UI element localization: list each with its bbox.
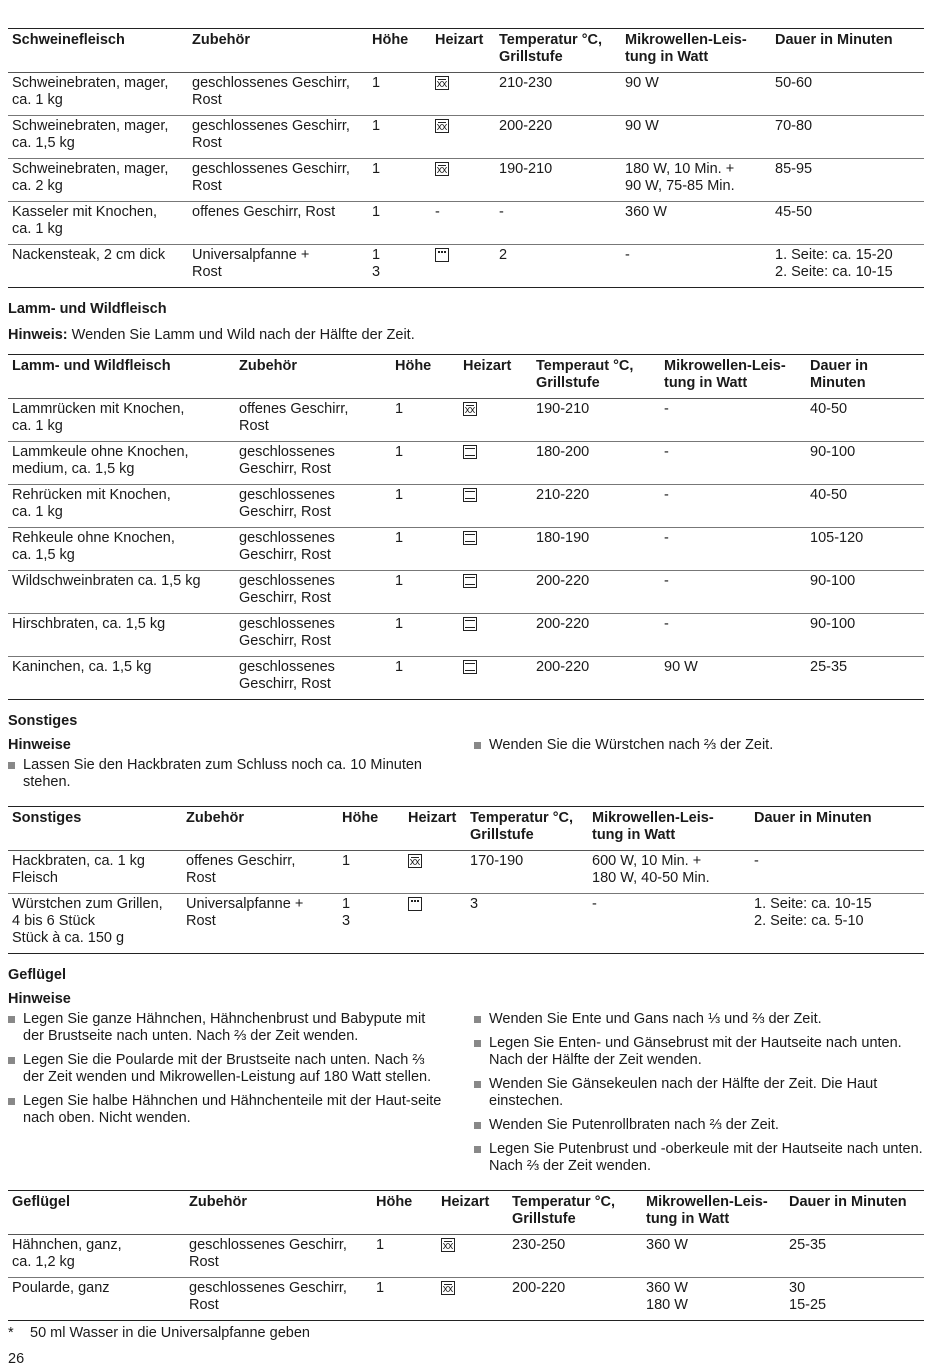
column-header: Dauer in Minuten [771,29,924,73]
duration-cell: 25-35 [806,657,924,700]
duration-cell: 30 15-25 [785,1278,924,1321]
level-cell: 1 [391,657,459,700]
poultry-table [8,1190,924,1321]
heating-mode-cell [431,245,495,288]
accessory-cell: geschlossenes Geschirr, Rost [188,116,368,159]
table-row [8,116,924,159]
microwave-cell: 90 W [621,73,771,116]
lamb-table [8,354,924,700]
hint-list [474,737,924,754]
column-header: Höhe [391,355,459,399]
level-cell: 1 [372,1235,437,1278]
dish-cell: Hackbraten, ca. 1 kg Fleisch [8,851,182,894]
duration-cell: - [750,851,924,894]
temperature-cell: 200-220 [495,116,621,159]
level-cell: 1 [391,571,459,614]
column-header: Heizart [459,355,532,399]
column-header: Höhe [372,1191,437,1235]
misc-section-heading: Sonstiges [8,713,78,729]
dish-cell: Nackensteak, 2 cm dick [8,245,188,288]
column-header: Mikrowellen-Leis- tung in Watt [660,355,806,399]
duration-cell: 50-60 [771,73,924,116]
hint-list [474,1011,924,1175]
hotair-grill-icon [441,1281,455,1295]
temperature-cell: 170-190 [466,851,588,894]
microwave-cell: 360 W [642,1235,785,1278]
column-header: Mikrowellen-Leis- tung in Watt [588,807,750,851]
lamb-section-heading: Lamm- und Wildfleisch [8,301,167,317]
hint-label: Hinweis: [8,327,68,343]
heating-mode-cell [459,399,532,442]
temperature-cell: 210-230 [495,73,621,116]
column-header: Heizart [431,29,495,73]
accessory-cell: geschlossenes Geschirr, Rost [235,485,391,528]
accessory-cell: geschlossenes Geschirr, Rost [235,657,391,700]
top-bottom-heat-icon [463,445,477,459]
dish-cell: Wildschweinbraten ca. 1,5 kg [8,571,235,614]
microwave-cell: 360 W 180 W [642,1278,785,1321]
dish-cell: Würstchen zum Grillen, 4 bis 6 Stück Stück à ca. 150 g [8,894,182,954]
duration-cell: 90-100 [806,442,924,485]
table-row [8,399,924,442]
duration-cell: 90-100 [806,614,924,657]
footnote [8,1325,924,1342]
column-header: Höhe [338,807,404,851]
table-row [8,894,924,954]
duration-cell: 40-50 [806,399,924,442]
microwave-cell: - [621,245,771,288]
dish-cell: Lammkeule ohne Knochen, medium, ca. 1,5 kg [8,442,235,485]
hotair-grill-icon [463,402,477,416]
temperature-cell: 3 [466,894,588,954]
table-row [8,1278,924,1321]
column-header: Mikrowellen-Leis- tung in Watt [621,29,771,73]
table-row [8,245,924,288]
level-cell: 1 3 [338,894,404,954]
hint-list [8,1011,444,1127]
temperature-cell: 210-220 [532,485,660,528]
lamb-hint [8,327,924,344]
top-bottom-heat-icon [463,574,477,588]
level-cell: 1 [368,73,431,116]
hint-item: Legen Sie halbe Hähnchen und Hähnchenteile mit der Haut-seite nach oben. Nicht wenden. [8,1093,444,1127]
hint-item: Wenden Sie die Würstchen nach ⅔ der Zeit. [474,737,924,754]
heating-mode-cell [437,1235,508,1278]
dish-cell: Rehkeule ohne Knochen, ca. 1,5 kg [8,528,235,571]
level-cell: 1 [338,851,404,894]
column-header: Höhe [368,29,431,73]
poultry-section-heading: Geflügel [8,967,67,983]
column-header: Dauer in Minuten [785,1191,924,1235]
temperature-cell: 2 [495,245,621,288]
level-cell: 1 [391,485,459,528]
dish-cell: Kaninchen, ca. 1,5 kg [8,657,235,700]
column-header: Schweinefleisch [8,29,188,73]
temperature-cell: 200-220 [532,571,660,614]
dish-cell: Rehrücken mit Knochen, ca. 1 kg [8,485,235,528]
temperature-cell: 200-220 [508,1278,642,1321]
hint-item: Wenden Sie Ente und Gans nach ⅓ und ⅔ der Zeit. [474,1011,924,1028]
table-row [8,1235,924,1278]
microwave-cell: - [660,442,806,485]
top-bottom-heat-icon [463,660,477,674]
hints-label: Hinweise [8,737,71,753]
accessory-cell: geschlossenes Geschirr, Rost [235,571,391,614]
hint-text: Wenden Sie Lamm und Wild nach der Hälfte der Zeit. [67,327,415,343]
heating-mode-cell [437,1278,508,1321]
dish-cell: Poularde, ganz [8,1278,185,1321]
duration-cell: 1. Seite: ca. 15-20 2. Seite: ca. 10-15 [771,245,924,288]
level-cell: 1 3 [368,245,431,288]
microwave-cell: 90 W [660,657,806,700]
microwave-cell: - [660,571,806,614]
microwave-cell: 90 W [621,116,771,159]
accessory-cell: geschlossenes Geschirr, Rost [185,1235,372,1278]
heating-mode-cell [404,894,466,954]
hint-item: Wenden Sie Putenrollbraten nach ⅔ der Zeit. [474,1117,924,1134]
misc-hints [8,737,924,798]
heating-mode-cell [459,657,532,700]
heating-mode-cell [431,116,495,159]
hint-item: Wenden Sie Gänsekeulen nach der Hälfte der Zeit. Die Haut einstechen. [474,1076,924,1110]
level-cell: 1 [368,116,431,159]
dish-cell: Lammrücken mit Knochen, ca. 1 kg [8,399,235,442]
page-number: 26 [8,1351,25,1367]
temperature-cell: 190-210 [495,159,621,202]
accessory-cell: geschlossenes Geschirr, Rost [235,528,391,571]
temperature-cell: - [495,202,621,245]
column-header: Sonstiges [8,807,182,851]
hint-item: Legen Sie die Poularde mit der Brustseite nach unten. Nach ⅔ der Zeit wenden und Mikrowellen-Leistung auf 180 Watt stellen. [8,1052,444,1086]
temperature-cell: 230-250 [508,1235,642,1278]
accessory-cell: offenes Geschirr, Rost [182,851,338,894]
temperature-cell: 180-190 [532,528,660,571]
footnote-text: 50 ml Wasser in die Universalpfanne geben [30,1325,310,1341]
accessory-cell: Universalpfanne + Rost [182,894,338,954]
microwave-cell: 600 W, 10 Min. + 180 W, 40-50 Min. [588,851,750,894]
poultry-hints [8,991,924,1182]
accessory-cell: geschlossenes Geschirr, Rost [188,73,368,116]
column-header: Zubehör [185,1191,372,1235]
column-header: Zubehör [188,29,368,73]
pork-table [8,28,924,288]
duration-cell: 85-95 [771,159,924,202]
hint-list [8,757,444,791]
duration-cell: 40-50 [806,485,924,528]
accessory-cell: geschlossenes Geschirr, Rost [235,614,391,657]
microwave-cell: - [588,894,750,954]
accessory-cell: geschlossenes Geschirr, Rost [185,1278,372,1321]
table-row [8,528,924,571]
column-header: Zubehör [235,355,391,399]
footnote-mark: * [8,1325,14,1341]
column-header: Geflügel [8,1191,185,1235]
microwave-cell: - [660,399,806,442]
duration-cell: 90-100 [806,571,924,614]
column-header: Dauer in Minuten [750,807,924,851]
microwave-cell: 360 W [621,202,771,245]
column-header: Dauer in Minuten [806,355,924,399]
accessory-cell: Universalpfanne + Rost [188,245,368,288]
grill-icon [435,248,449,262]
duration-cell: 45-50 [771,202,924,245]
level-cell: 1 [372,1278,437,1321]
dish-cell: Hähnchen, ganz, ca. 1,2 kg [8,1235,185,1278]
table-row [8,571,924,614]
microwave-cell: - [660,485,806,528]
hints-label: Hinweise [8,991,71,1007]
level-cell: 1 [368,202,431,245]
column-header: Temperaut °C, Grillstufe [532,355,660,399]
heating-mode-cell [459,485,532,528]
column-header: Heizart [404,807,466,851]
hint-item: Legen Sie Enten- und Gänsebrust mit der Hautseite nach unten. Nach der Hälfte der Zeit wenden. [474,1035,924,1069]
microwave-cell: 180 W, 10 Min. + 90 W, 75-85 Min. [621,159,771,202]
temperature-cell: 200-220 [532,614,660,657]
table-row [8,73,924,116]
heating-mode-cell [459,442,532,485]
heating-mode-cell [459,571,532,614]
column-header: Temperatur °C, Grillstufe [466,807,588,851]
heating-mode-cell [431,159,495,202]
level-cell: 1 [368,159,431,202]
heating-mode-cell: - [431,202,495,245]
grill-icon [408,897,422,911]
level-cell: 1 [391,399,459,442]
level-cell: 1 [391,614,459,657]
hotair-grill-icon [435,76,449,90]
microwave-cell: - [660,528,806,571]
duration-cell: 25-35 [785,1235,924,1278]
temperature-cell: 180-200 [532,442,660,485]
temperature-cell: 190-210 [532,399,660,442]
dish-cell: Schweinebraten, mager, ca. 1,5 kg [8,116,188,159]
hotair-grill-icon [408,854,422,868]
table-row [8,442,924,485]
misc-table [8,806,924,954]
microwave-cell: - [660,614,806,657]
temperature-cell: 200-220 [532,657,660,700]
column-header: Mikrowellen-Leis- tung in Watt [642,1191,785,1235]
hint-item: Lassen Sie den Hackbraten zum Schluss noch ca. 10 Minuten stehen. [8,757,444,791]
dish-cell: Hirschbraten, ca. 1,5 kg [8,614,235,657]
column-header: Zubehör [182,807,338,851]
table-row [8,202,924,245]
hint-item: Legen Sie ganze Hähnchen, Hähnchenbrust und Babypute mit der Brustseite nach unten. Nach ⅔ der Zeit wenden. [8,1011,444,1045]
column-header: Temperatur °C, Grillstufe [508,1191,642,1235]
accessory-cell: offenes Geschirr, Rost [235,399,391,442]
hotair-grill-icon [435,162,449,176]
heating-mode-cell [459,528,532,571]
dish-cell: Schweinebraten, mager, ca. 1 kg [8,73,188,116]
duration-cell: 1. Seite: ca. 10-15 2. Seite: ca. 5-10 [750,894,924,954]
dish-cell: Kasseler mit Knochen, ca. 1 kg [8,202,188,245]
table-row [8,614,924,657]
hint-item: Legen Sie Putenbrust und -oberkeule mit der Hautseite nach unten. Nach ⅔ der Zeit wenden. [474,1141,924,1175]
top-bottom-heat-icon [463,488,477,502]
hotair-grill-icon [441,1238,455,1252]
level-cell: 1 [391,528,459,571]
column-header: Heizart [437,1191,508,1235]
duration-cell: 105-120 [806,528,924,571]
column-header: Lamm- und Wildfleisch [8,355,235,399]
heating-mode-cell [459,614,532,657]
table-row [8,485,924,528]
dish-cell: Schweinebraten, mager, ca. 2 kg [8,159,188,202]
top-bottom-heat-icon [463,531,477,545]
top-bottom-heat-icon [463,617,477,631]
hotair-grill-icon [435,119,449,133]
heating-mode-cell [404,851,466,894]
table-row [8,159,924,202]
column-header: Temperatur °C, Grillstufe [495,29,621,73]
duration-cell: 70-80 [771,116,924,159]
table-row [8,657,924,700]
page-content [8,28,924,1342]
table-row [8,851,924,894]
heating-mode-cell [431,73,495,116]
accessory-cell: geschlossenes Geschirr, Rost [188,159,368,202]
level-cell: 1 [391,442,459,485]
accessory-cell: geschlossenes Geschirr, Rost [235,442,391,485]
accessory-cell: offenes Geschirr, Rost [188,202,368,245]
